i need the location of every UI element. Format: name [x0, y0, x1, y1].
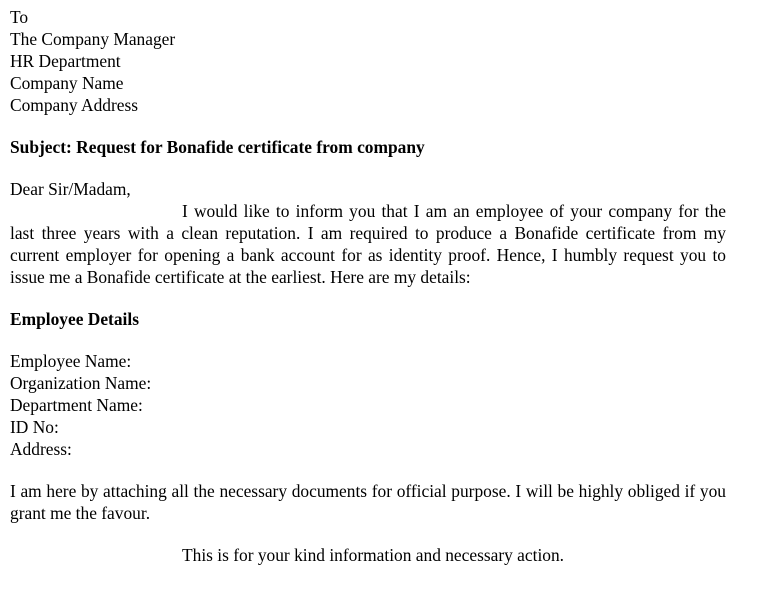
spacer [10, 330, 727, 350]
recipient-address [10, 6, 727, 116]
field-department-name: Department Name: [10, 395, 143, 415]
address-line-company-name: Company Name [10, 73, 124, 93]
field-employee-name: Employee Name: [10, 351, 132, 371]
attachment-paragraph: I am here by attaching all the necessary documents for official purpose. I will be highly obliged if you grant me the favour. [10, 481, 726, 523]
spacer [10, 158, 727, 178]
letter-subject: Subject: Request for Bonafide certificate from company [10, 137, 425, 157]
address-line-department: HR Department [10, 51, 121, 71]
address-line-to: To [10, 7, 29, 27]
spacer [10, 524, 727, 544]
address-line-company-address: Company Address [10, 95, 139, 115]
address-line-manager: The Company Manager [10, 29, 176, 49]
spacer [10, 288, 727, 308]
salutation: Dear Sir/Madam, [10, 179, 131, 199]
spacer [10, 116, 727, 136]
field-organization-name: Organization Name: [10, 373, 152, 393]
closing-line: This is for your kind information and necessary action. [182, 545, 565, 565]
spacer [10, 460, 727, 480]
employee-details-fields [10, 350, 727, 460]
body-paragraph: I would like to inform you that I am an employee of your company for the last three years with a clean reputation. I am required to produce a Bonafide certificate from my current employer for opening a bank account for as identity proof. Hence, I humbly request you to issue me a Bonafide certificate at the earliest. Here are my details: [10, 201, 726, 287]
field-id-no: ID No: [10, 417, 59, 437]
employee-details-heading: Employee Details [10, 309, 139, 329]
field-address: Address: [10, 439, 72, 459]
